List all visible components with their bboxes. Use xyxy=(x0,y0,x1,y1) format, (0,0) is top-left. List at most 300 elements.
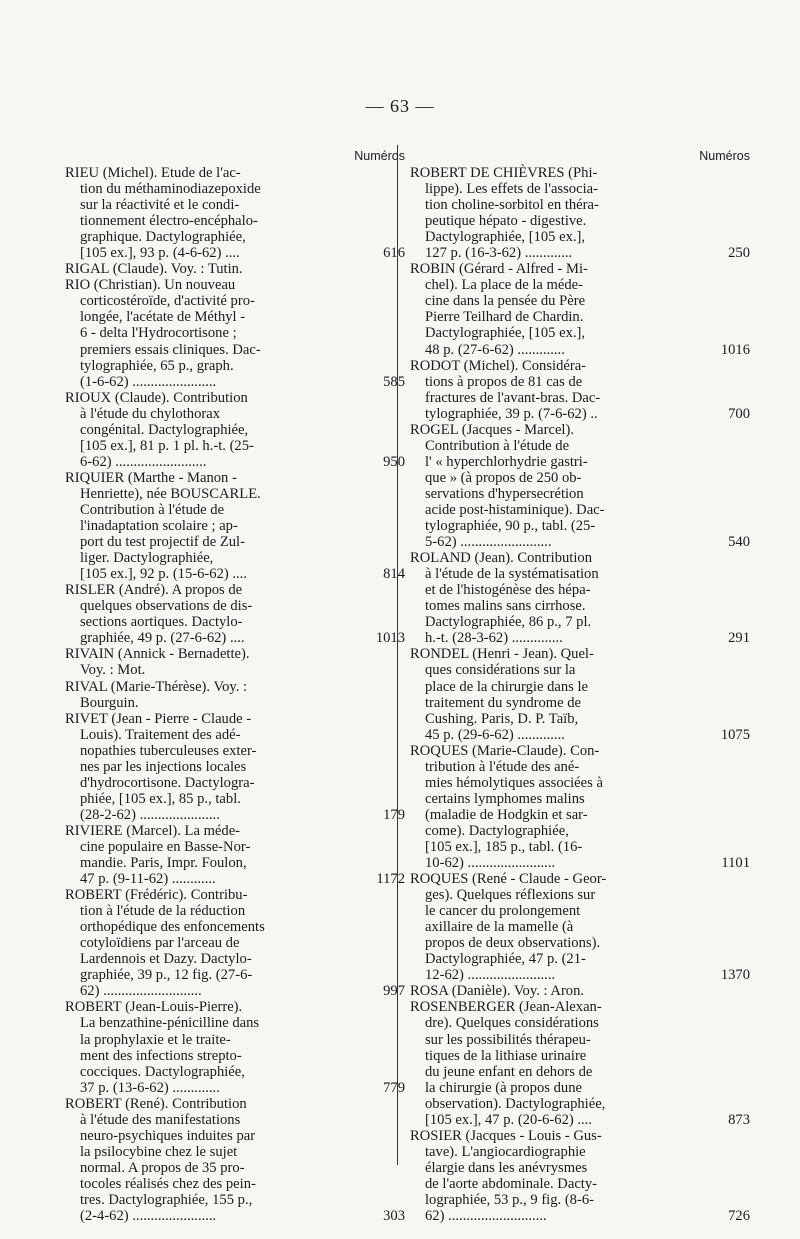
entry-text: Louis). Traitement des adé- xyxy=(80,726,241,743)
entry-line xyxy=(65,823,395,839)
entry-line xyxy=(65,903,395,919)
entry-text: ROSA (Danièle). Voy. : Aron. xyxy=(410,983,585,1000)
right-column xyxy=(410,148,750,1225)
entry-line xyxy=(65,598,395,614)
entry-text: la chirurgie (à propos dune xyxy=(425,1079,582,1096)
entry-number: 291 xyxy=(728,630,750,647)
entry-text: sections aortiques. Dactylo- xyxy=(80,614,243,631)
bibliography-entry xyxy=(65,389,405,470)
entry-line xyxy=(410,662,740,678)
entry-number: 1172 xyxy=(376,871,405,888)
entry-line xyxy=(410,999,740,1015)
entry-line xyxy=(65,582,395,598)
entry-text: RODOT (Michel). Considéra- xyxy=(410,357,587,374)
entry-line xyxy=(410,181,740,197)
entry-line xyxy=(410,919,740,935)
bibliography-entry xyxy=(410,421,750,551)
entry-line xyxy=(65,935,395,951)
entry-text: Dactylographiée, 86 p., 7 pl. xyxy=(425,614,592,631)
entry-line xyxy=(410,1192,740,1208)
entry-text: port du test projectif de Zul- xyxy=(80,534,245,551)
entry-line xyxy=(65,695,395,711)
bibliography-entry xyxy=(410,550,750,647)
entry-line xyxy=(410,823,740,839)
entry-text: 62) ........................... xyxy=(425,1208,547,1225)
entry-line xyxy=(410,775,740,791)
entry-text: [105 ex.], 93 p. (4-6-62) .... xyxy=(80,245,240,262)
entry-text: normal. A propos de 35 pro- xyxy=(80,1159,245,1176)
entry-text: Contribution à l'étude de xyxy=(80,501,225,518)
entry-text: servations d'hypersecrétion xyxy=(425,485,584,502)
entry-text: ROGEL (Jacques - Marcel). xyxy=(410,421,574,438)
entry-text: mandie. Paris, Impr. Foulon, xyxy=(80,855,247,872)
left-column xyxy=(65,148,405,1225)
entry-text: fractures de l'avant-bras. Dac- xyxy=(425,389,601,406)
entry-text: tave). L'angiocardiographie xyxy=(425,1143,586,1160)
entry-line xyxy=(410,550,740,566)
entry-line xyxy=(410,711,740,727)
entry-text: come). Dactylographiée, xyxy=(425,822,569,839)
entry-line xyxy=(65,325,395,341)
entry-line xyxy=(65,983,405,1000)
entry-text: liger. Dactylographiée, xyxy=(80,550,214,567)
entry-line xyxy=(65,1079,405,1096)
bibliography-entry xyxy=(65,277,405,390)
entry-line xyxy=(65,662,395,678)
entry-text: tylographiée, 65 p., graph. xyxy=(80,357,234,374)
entry-line xyxy=(410,245,750,262)
entry-line xyxy=(410,470,740,486)
numbers-header: Numéros xyxy=(699,149,750,163)
entry-line xyxy=(410,486,740,502)
entry-line xyxy=(410,807,740,823)
entry-text: (2-4-62) ....................... xyxy=(80,1208,217,1225)
entry-line xyxy=(65,614,395,630)
entry-text: ment des infections strepto- xyxy=(80,1047,242,1064)
entry-line xyxy=(65,1144,395,1160)
entry-text: [105 ex.], 81 p. 1 pl. h.-t. (25- xyxy=(80,437,254,454)
entry-line xyxy=(65,277,395,293)
entry-line xyxy=(65,181,395,197)
entry-line xyxy=(65,293,395,309)
entry-line xyxy=(410,887,740,903)
entry-line xyxy=(410,1096,740,1112)
entry-line xyxy=(65,646,395,662)
page-number: — 63 — xyxy=(365,96,435,116)
entry-line xyxy=(410,614,740,630)
bibliography-entry xyxy=(410,742,750,872)
entry-text: tylographiée, 90 p., tabl. (25- xyxy=(425,518,596,535)
entry-text: l'inadaptation scolaire ; ap- xyxy=(80,518,238,535)
entry-text: tomes malins sans cirrhose. xyxy=(425,598,586,615)
entry-text: et de l'histogénèse des hépa- xyxy=(425,582,591,599)
entry-text: cine dans la pensée du Père xyxy=(425,293,586,310)
entry-line xyxy=(65,967,395,983)
entry-line xyxy=(410,951,740,967)
entry-line xyxy=(65,1192,395,1208)
entry-text: La benzathine-pénicilline dans xyxy=(80,1015,260,1032)
entry-line xyxy=(410,341,750,358)
entry-line xyxy=(410,309,740,325)
entry-text: tocoles réalisés chez des pein- xyxy=(80,1175,256,1192)
entry-text: Contribution à l'étude de xyxy=(425,437,570,454)
entry-text: Voy. : Mot. xyxy=(80,662,146,679)
entry-text: à l'étude de la systématisation xyxy=(425,566,599,583)
bibliography-entry xyxy=(410,999,750,1128)
entry-line xyxy=(410,422,740,438)
entry-line xyxy=(410,1128,740,1144)
entry-line xyxy=(410,566,740,582)
entry-text: nopathies tuberculeuses exter- xyxy=(80,742,257,759)
entry-text: que » (à propos de 250 ob- xyxy=(425,469,582,486)
entry-text: RIVAIN (Annick - Bernadette). xyxy=(65,646,250,663)
entry-line xyxy=(410,405,750,422)
entry-text: [105 ex.], 92 p. (15-6-62) .... xyxy=(80,566,247,583)
entry-line xyxy=(410,630,750,647)
entry-line xyxy=(65,502,395,518)
entry-line xyxy=(65,422,395,438)
entry-text: graphiée, 49 p. (27-6-62) .... xyxy=(80,630,245,647)
entry-text: Bourguin. xyxy=(80,694,139,711)
entry-text: tion du méthaminodiazepoxide xyxy=(80,181,261,198)
entry-text: RIEU (Michel). Etude de l'ac- xyxy=(65,165,241,181)
entry-text: Dactylographiée, 47 p. (21- xyxy=(425,951,586,968)
entry-text: place de la chirurgie dans le xyxy=(425,678,589,695)
entry-text: Pierre Teilhard de Chardin. xyxy=(425,309,584,326)
entry-line xyxy=(65,855,395,871)
entry-line xyxy=(65,229,395,245)
entry-line xyxy=(65,775,395,791)
entry-line xyxy=(410,935,740,951)
entry-line xyxy=(65,711,395,727)
entry-line xyxy=(65,919,395,935)
entry-number: 726 xyxy=(728,1208,750,1225)
entry-line xyxy=(410,855,750,872)
entry-line xyxy=(410,534,750,551)
entry-text: ROBERT (Jean-Louis-Pierre). xyxy=(65,999,243,1016)
bibliography-entry xyxy=(65,679,395,711)
entry-number: 540 xyxy=(728,534,750,551)
entry-text: lippe). Les effets de l'associa- xyxy=(425,181,598,198)
entry-line xyxy=(410,213,740,229)
entry-text: corticostéroïde, d'activité pro- xyxy=(80,293,255,310)
entry-line xyxy=(65,550,395,566)
entry-text: ROSIER (Jacques - Louis - Gus- xyxy=(410,1127,602,1144)
entry-text: élargie dans les anévrysmes xyxy=(425,1159,588,1176)
entry-text: l' « hyperchlorhydrie gastri- xyxy=(425,453,588,470)
entry-line xyxy=(65,1176,395,1192)
entry-line xyxy=(65,470,395,486)
entry-number: 1016 xyxy=(720,341,750,358)
entry-number: 1101 xyxy=(721,855,750,872)
entry-text: RISLER (André). A propos de xyxy=(65,582,243,599)
entry-line xyxy=(410,197,740,213)
entry-number: 616 xyxy=(383,245,405,262)
entry-line xyxy=(410,903,740,919)
entry-line xyxy=(410,293,740,309)
bibliography-entry xyxy=(65,165,405,262)
entry-line xyxy=(410,165,740,181)
entry-text: longée, l'acétate de Méthyl - xyxy=(80,309,246,326)
entry-number: 873 xyxy=(728,1111,750,1128)
entry-number: 179 xyxy=(383,806,405,823)
entry-line xyxy=(65,309,395,325)
bibliography-entry xyxy=(410,646,750,743)
entry-line xyxy=(410,325,740,341)
entry-line xyxy=(65,1032,395,1048)
entry-line xyxy=(65,518,395,534)
bibliography-entry xyxy=(65,887,405,1000)
entry-line xyxy=(65,743,395,759)
entry-text: axillaire de la mamelle (à xyxy=(425,919,574,936)
entry-line xyxy=(65,1064,395,1080)
entry-text: 37 p. (13-6-62) ............. xyxy=(80,1079,220,1096)
entry-text: ROBERT DE CHIÈVRES (Phi- xyxy=(410,165,598,181)
entry-line xyxy=(410,518,740,534)
entry-number: 997 xyxy=(383,983,405,1000)
entry-text: 127 p. (16-3-62) ............. xyxy=(425,245,573,262)
entry-number: 950 xyxy=(383,453,405,470)
entry-line xyxy=(410,695,740,711)
entry-text: sur la réactivité et le condi- xyxy=(80,197,240,214)
bibliography-entry xyxy=(410,983,740,999)
entry-text: tion à l'étude de la réduction xyxy=(80,903,246,920)
entry-text: 12-62) ........................ xyxy=(425,967,556,984)
entry-line xyxy=(410,582,740,598)
entry-text: à l'étude du chylothorax xyxy=(80,405,221,422)
entry-text: du jeune enfant en dehors de xyxy=(425,1063,593,1080)
entry-text: à l'étude des manifestations xyxy=(80,1111,241,1128)
entry-text: RIVET (Jean - Pierre - Claude - xyxy=(65,710,252,727)
entry-text: tion choline-sorbitol en théra- xyxy=(425,197,599,214)
entry-text: [105 ex.], 185 p., tabl. (16- xyxy=(425,838,583,855)
entry-line xyxy=(410,598,740,614)
entry-line xyxy=(410,983,740,999)
entry-text: (28-2-62) ...................... xyxy=(80,806,220,823)
entry-text: traitement du syndrome de xyxy=(425,694,582,711)
entry-text: RIO (Christian). Un nouveau xyxy=(65,277,236,294)
entry-text: RIOUX (Claude). Contribution xyxy=(65,389,248,406)
bibliography-entry xyxy=(410,1127,750,1225)
entry-number: 1013 xyxy=(375,630,405,647)
entry-text: RIGAL (Claude). Voy. : Tutin. xyxy=(65,261,243,278)
entry-line xyxy=(65,438,395,454)
bibliography-entry xyxy=(65,1095,405,1225)
entry-text: RIQUIER (Marthe - Manon - xyxy=(65,469,237,486)
entry-line xyxy=(65,759,395,775)
entry-line xyxy=(65,453,405,470)
entry-text: 47 p. (9-11-62) ............ xyxy=(80,871,216,888)
entry-text: tiques de la lithiase urinaire xyxy=(425,1047,587,1064)
entry-text: graphiée, 39 p., 12 fig. (27-6- xyxy=(80,967,253,984)
entry-line xyxy=(410,374,740,390)
entry-text: mies hémolytiques associées à xyxy=(425,774,603,791)
bibliography-entry xyxy=(65,646,395,678)
bibliography-entry xyxy=(410,357,750,422)
entry-text: h.-t. (28-3-62) .............. xyxy=(425,630,563,647)
entry-text: tionnement électro-encéphalo- xyxy=(80,213,258,230)
bibliography-entry xyxy=(65,822,405,888)
entry-line xyxy=(410,1048,740,1064)
entry-text: cocciques. Dactylographiée, xyxy=(80,1063,245,1080)
entry-line xyxy=(65,534,395,550)
entry-number: 585 xyxy=(383,373,405,390)
entry-number: 814 xyxy=(383,566,405,583)
entry-text: tions à propos de 81 cas de xyxy=(425,373,583,390)
entry-line xyxy=(410,277,740,293)
entry-line xyxy=(410,759,740,775)
entry-line xyxy=(65,261,395,277)
entry-text: cotyloïdiens par l'arceau de xyxy=(80,935,240,952)
entry-line xyxy=(410,1144,740,1160)
entry-text: le cancer du prolongement xyxy=(425,903,581,920)
entry-line xyxy=(65,630,405,647)
entry-line xyxy=(410,839,740,855)
entry-text: tribution à l'étude des ané- xyxy=(425,758,580,775)
entry-text: lographiée, 53 p., 9 fig. (8-6- xyxy=(425,1192,594,1208)
entry-text: peutique hépato - digestive. xyxy=(425,213,587,230)
entry-text: 62) ........................... xyxy=(80,983,202,1000)
entry-text: Cushing. Paris, D. P. Taïb, xyxy=(425,710,579,727)
entry-line xyxy=(410,358,740,374)
entry-text: ROSENBERGER (Jean-Alexan- xyxy=(410,999,602,1016)
entry-text: sur les possibilités thérapeu- xyxy=(425,1031,591,1048)
entry-text: 5-62) ......................... xyxy=(425,534,552,551)
bibliography-entry xyxy=(410,165,750,262)
entry-text: tylographiée, 39 p. (7-6-62) .. xyxy=(425,405,598,422)
entry-line xyxy=(410,454,740,470)
entry-line xyxy=(410,1111,750,1128)
entry-text: graphique. Dactylographiée, xyxy=(80,229,246,246)
entry-text: Lardennois et Dazy. Dactylo- xyxy=(80,951,252,968)
entry-line xyxy=(65,390,395,406)
entry-line xyxy=(410,390,740,406)
entry-line xyxy=(65,1128,395,1144)
entry-line xyxy=(410,1160,740,1176)
entry-line xyxy=(65,1048,395,1064)
entry-text: certains lymphomes malins xyxy=(425,790,585,807)
entry-line xyxy=(65,373,405,390)
entry-line xyxy=(65,245,405,262)
entry-text: quelques observations de dis- xyxy=(80,598,253,615)
entry-list xyxy=(410,165,750,1225)
entry-text: 48 p. (27-6-62) ............. xyxy=(425,341,565,358)
entry-text: ges). Quelques réflexions sur xyxy=(425,887,596,904)
entry-line xyxy=(65,342,395,358)
entry-line xyxy=(65,839,395,855)
bibliography-entry xyxy=(410,261,750,358)
entry-line xyxy=(410,1080,740,1096)
entry-text: dre). Quelques considérations xyxy=(425,1015,599,1032)
entry-line xyxy=(65,1015,395,1031)
entry-line xyxy=(410,1032,740,1048)
entry-text: la prophylaxie et le traite- xyxy=(80,1031,231,1048)
entry-line xyxy=(65,887,395,903)
bibliography-entry xyxy=(65,469,405,583)
entry-line xyxy=(410,261,740,277)
entry-text: RONDEL (Henri - Jean). Quel- xyxy=(410,646,594,663)
entry-text: la psilocybine chez le sujet xyxy=(80,1143,238,1160)
entry-line xyxy=(65,871,405,888)
entry-text: d'hydrocortisone. Dactylogra- xyxy=(80,774,255,791)
entry-line xyxy=(410,1208,750,1225)
entry-text: ROLAND (Jean). Contribution xyxy=(410,550,592,567)
entry-text: cine populaire en Basse-Nor- xyxy=(80,838,251,855)
bibliography-entry xyxy=(65,999,405,1096)
entry-text: RIVAL (Marie-Thérèse). Voy. : xyxy=(65,678,248,695)
entry-text: premiers essais cliniques. Dac- xyxy=(80,341,261,358)
entry-line xyxy=(65,1208,405,1225)
entry-text: 45 p. (29-6-62) ............. xyxy=(425,726,565,743)
entry-text: ROQUES (Marie-Claude). Con- xyxy=(410,742,600,759)
entry-line xyxy=(65,999,395,1015)
entry-line xyxy=(65,486,395,502)
entry-text: tres. Dactylographiée, 155 p., xyxy=(80,1192,253,1208)
entry-number: 250 xyxy=(728,245,750,262)
entry-text: Dactylographiée, [105 ex.], xyxy=(425,325,586,342)
entry-line xyxy=(410,726,750,743)
bibliography-entry xyxy=(65,582,405,647)
entry-line xyxy=(65,791,395,807)
entry-line xyxy=(410,743,740,759)
entry-line xyxy=(410,1064,740,1080)
bibliography-entry xyxy=(65,261,395,277)
entry-line xyxy=(65,406,395,422)
entry-line xyxy=(65,165,395,181)
entry-text: Henriette), née BOUSCARLE. xyxy=(80,485,261,502)
entry-text: 6 - delta l'Hydrocortisone ; xyxy=(80,325,237,342)
entry-number: 700 xyxy=(728,405,750,422)
column-divider xyxy=(397,145,398,1165)
bibliography-entry xyxy=(65,710,405,823)
entry-line xyxy=(65,197,395,213)
entry-text: (1-6-62) ....................... xyxy=(80,373,217,390)
entry-text: phiée, [105 ex.], 85 p., tabl. xyxy=(80,790,241,807)
entry-line xyxy=(410,229,740,245)
entry-text: 6-62) ......................... xyxy=(80,453,207,470)
entry-text: chel). La place de la méde- xyxy=(425,277,584,294)
entry-line xyxy=(410,502,740,518)
entry-number: 779 xyxy=(383,1079,405,1096)
entry-text: observation). Dactylographiée, xyxy=(425,1095,606,1112)
entry-line xyxy=(65,213,395,229)
entry-line xyxy=(410,646,740,662)
entry-list xyxy=(65,165,405,1225)
entry-line xyxy=(65,566,405,583)
entry-number: 1075 xyxy=(720,726,750,743)
entry-line xyxy=(65,679,395,695)
entry-text: neuro-psychiques induites par xyxy=(80,1127,256,1144)
entry-text: acide post-histaminique). Dac- xyxy=(425,501,605,518)
entry-text: RIVIERE (Marcel). La méde- xyxy=(65,822,241,839)
entry-line xyxy=(410,679,740,695)
entry-line xyxy=(410,871,740,887)
entry-text: ROBIN (Gérard - Alfred - Mi- xyxy=(410,261,588,278)
entry-line xyxy=(65,1160,395,1176)
entry-line xyxy=(410,1176,740,1192)
entry-number: 303 xyxy=(383,1208,405,1225)
entry-line xyxy=(410,791,740,807)
entry-text: [105 ex.], 47 p. (20-6-62) .... xyxy=(425,1111,592,1128)
entry-number: 1370 xyxy=(720,967,750,984)
entry-text: (maladie de Hodgkin et sar- xyxy=(425,806,588,823)
numbers-header: Numéros xyxy=(354,149,405,163)
entry-line xyxy=(65,727,395,743)
entry-line xyxy=(410,967,750,984)
entry-text: 10-62) ........................ xyxy=(425,855,556,872)
entry-line xyxy=(65,358,395,374)
bibliography-entry xyxy=(410,871,750,984)
